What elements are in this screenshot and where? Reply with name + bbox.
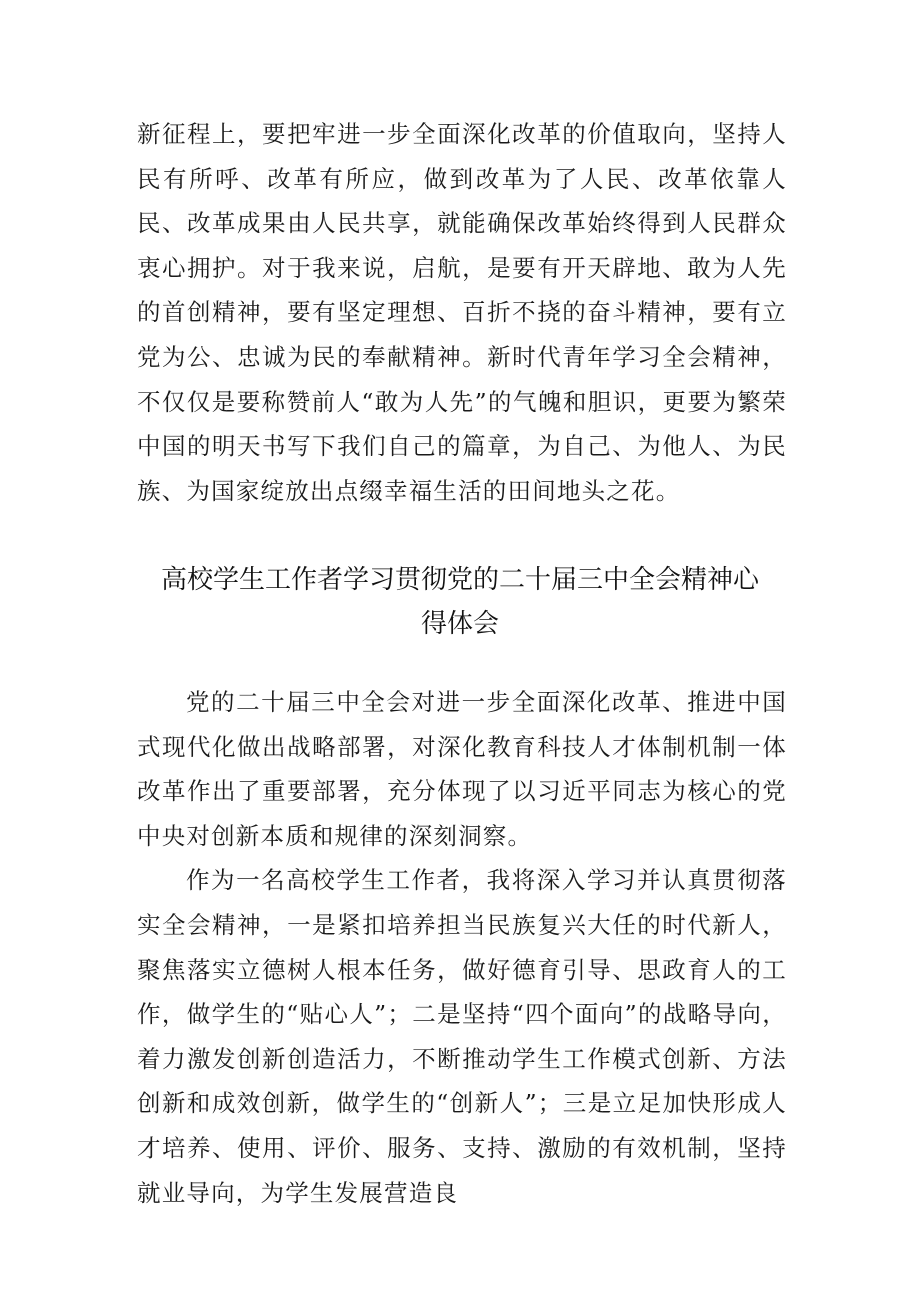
body-text-block [137, 680, 787, 1215]
continuation-paragraph-block [137, 112, 787, 513]
section-title-line-1: 高校学生工作者学习贯彻党的二十届三中全会精神心 [160, 565, 759, 595]
body-paragraph-2: 作为一名高校学生工作者，我将深入学习并认真贯彻落实全会精神，一是紧扣培养担当民族复兴大任的时代新人，聚焦落实立德树人根本任务，做好德育引导、思政育人的工作，做学生的“贴心人”；二是坚持“四个面向”的战略导向，着力激发创新创造活力，不断推动学生工作模式创新、方法创新和成效创新，做学生的“创新人”；三是立足加快形成人才培养、使用、评价、服务、支持、激励的有效机制，坚持就业导向，为学生发展营造良 [137, 866, 787, 1207]
body-paragraph-1: 党的二十届三中全会对进一步全面深化改革、推进中国式现代化做出战略部署，对深化教育科技人才体制机制一体改革作出了重要部署，充分体现了以习近平同志为核心的党中央对创新本质和规律的深刻洞察。 [137, 688, 787, 850]
section-title [100, 558, 820, 646]
section-title-line-2: 得体会 [420, 609, 499, 639]
continuation-paragraph: 新征程上，要把牢进一步全面深化改革的价值取向，坚持人民有所呼、改革有所应，做到改革为了人民、改革依靠人民、改革成果由人民共享，就能确保改革始终得到人民群众衷心拥护。对于我来说，启航，是要有开天辟地、敢为人先的首创精神，要有坚定理想、百折不挠的奋斗精神，要有立党为公、忠诚为民的奉献精神。新时代青年学习全会精神，不仅仅是要称赞前人“敢为人先”的气魄和胆识，更要为繁荣中国的明天书写下我们自己的篇章，为自己、为他人、为民族、为国家绽放出点缀幸福生活的田间地头之花。 [137, 120, 787, 505]
